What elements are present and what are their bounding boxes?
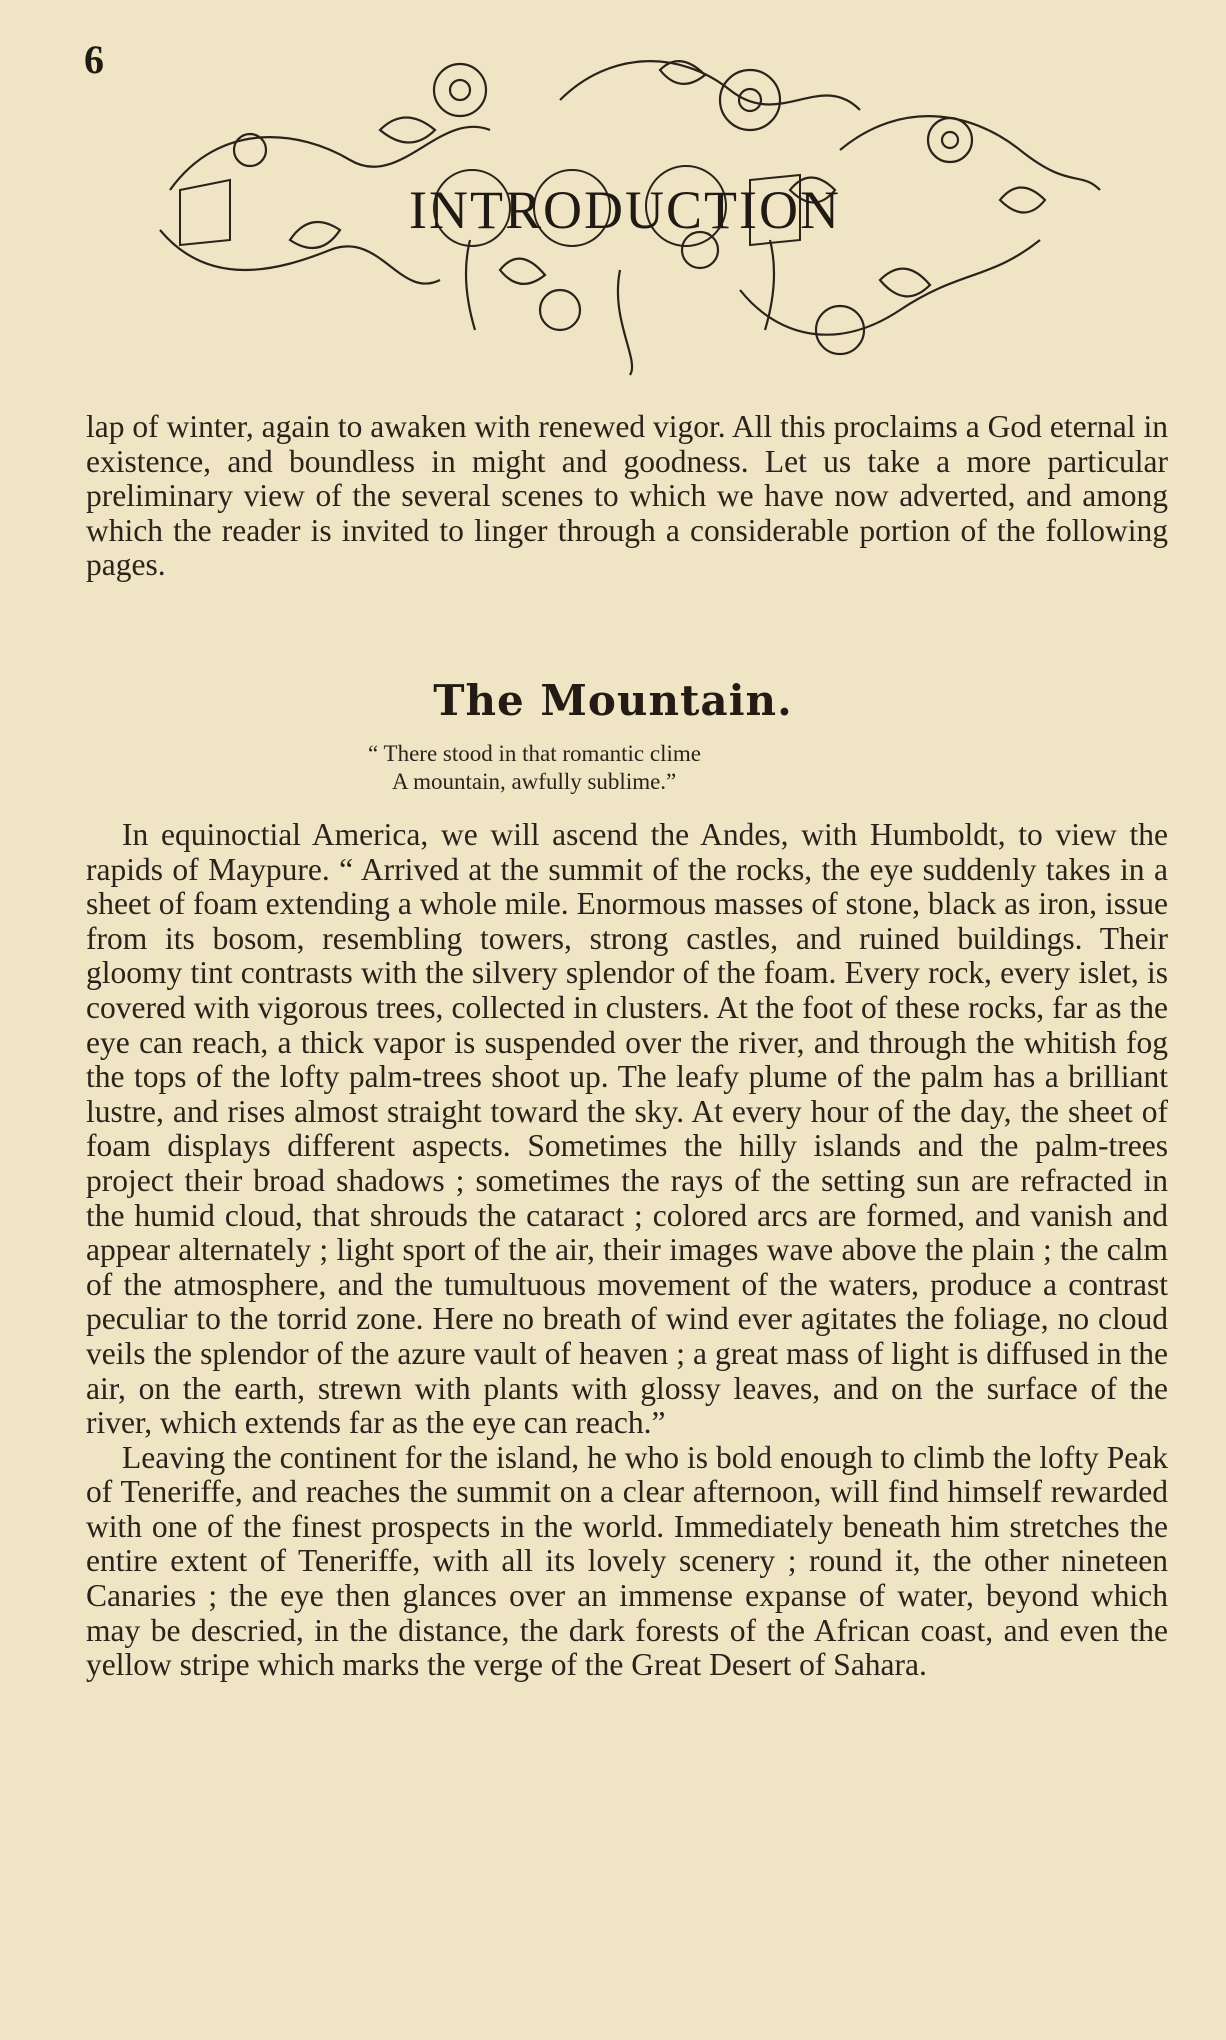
page-number: 6 — [84, 37, 104, 82]
paragraph: In equinoctial America, we will ascend the Andes, with Humboldt, to view the rapids of Maypure. “ Arrived at the summit of the rocks, the eye suddenly takes in a sheet of foam extending a whole mile. Enormous masses of stone, black as iron, issue from its bosom, resembling towers, strong castles, and ruined buildings. Their gloomy tint contrasts with the silvery splendor of the foam. Every rock, every islet, is covered with vigorous trees, collected in clusters. At the foot of these rocks, far as the eye can reach, a thick vapor is suspended over the river, and through the whitish fog the tops of the lofty palm-trees shoot up. The leafy plume of the palm has a brilliant lustre, and rises almost straight toward the sky. At every hour of the day, the sheet of foam displays different aspects. Sometimes the hilly islands and the palm-trees project their broad shadows ; sometimes the rays of the setting sun are refracted in the humid cloud, that shrouds the cataract ; colored arcs are formed, and vanish and appear alternately ; light sport of the air, their images wave above the plain ; the calm of the atmosphere, and the tumultuous movement of the waters, produce a contrast peculiar to the torrid zone. Here no breath of wind ever agitates the foliage, no cloud veils the splendor of the azure vault of heaven ; a great mass of light is diffused in the air, on the earth, strewn with plants with glossy leaves, and on the surface of the river, which extends far as the eye can reach.” — [86, 817, 1168, 1441]
paragraph: Leaving the continent for the island, he who is bold enough to climb the lofty Peak of Teneriffe, and reaches the summit on a clear afternoon, will find himself rewarded with one of the finest prospects in the world. Immediately beneath him stretches the entire extent of Teneriffe, with all its lovely scenery ; round it, the other nineteen Canaries ; the eye then glances over an immense expanse of water, beyond which may be descried, in the distance, the dark forests of the African coast, and even the yellow stripe which marks the verge of the Great Desert of Sahara. — [86, 1439, 1168, 1683]
epigraph — [368, 740, 928, 796]
epigraph-line: “ There stood in that romantic clime — [368, 741, 701, 766]
section-title: The Mountain. — [433, 676, 793, 725]
section-body — [86, 818, 1168, 1683]
heading-text: INTRODUCTION — [409, 180, 841, 240]
epigraph-line: A mountain, awfully sublime.” — [392, 769, 677, 794]
opening-paragraph: lap of winter, again to awaken with renewed vigor. All this proclaims a God eternal in existence, and boundless in might and goodness. Let us take a more particular preliminary view of the several scenes to which we have now adverted, and among which the reader is invited to linger through a considerable portion of the following pages. — [86, 409, 1168, 583]
introduction-ornamental-heading — [140, 40, 1110, 380]
